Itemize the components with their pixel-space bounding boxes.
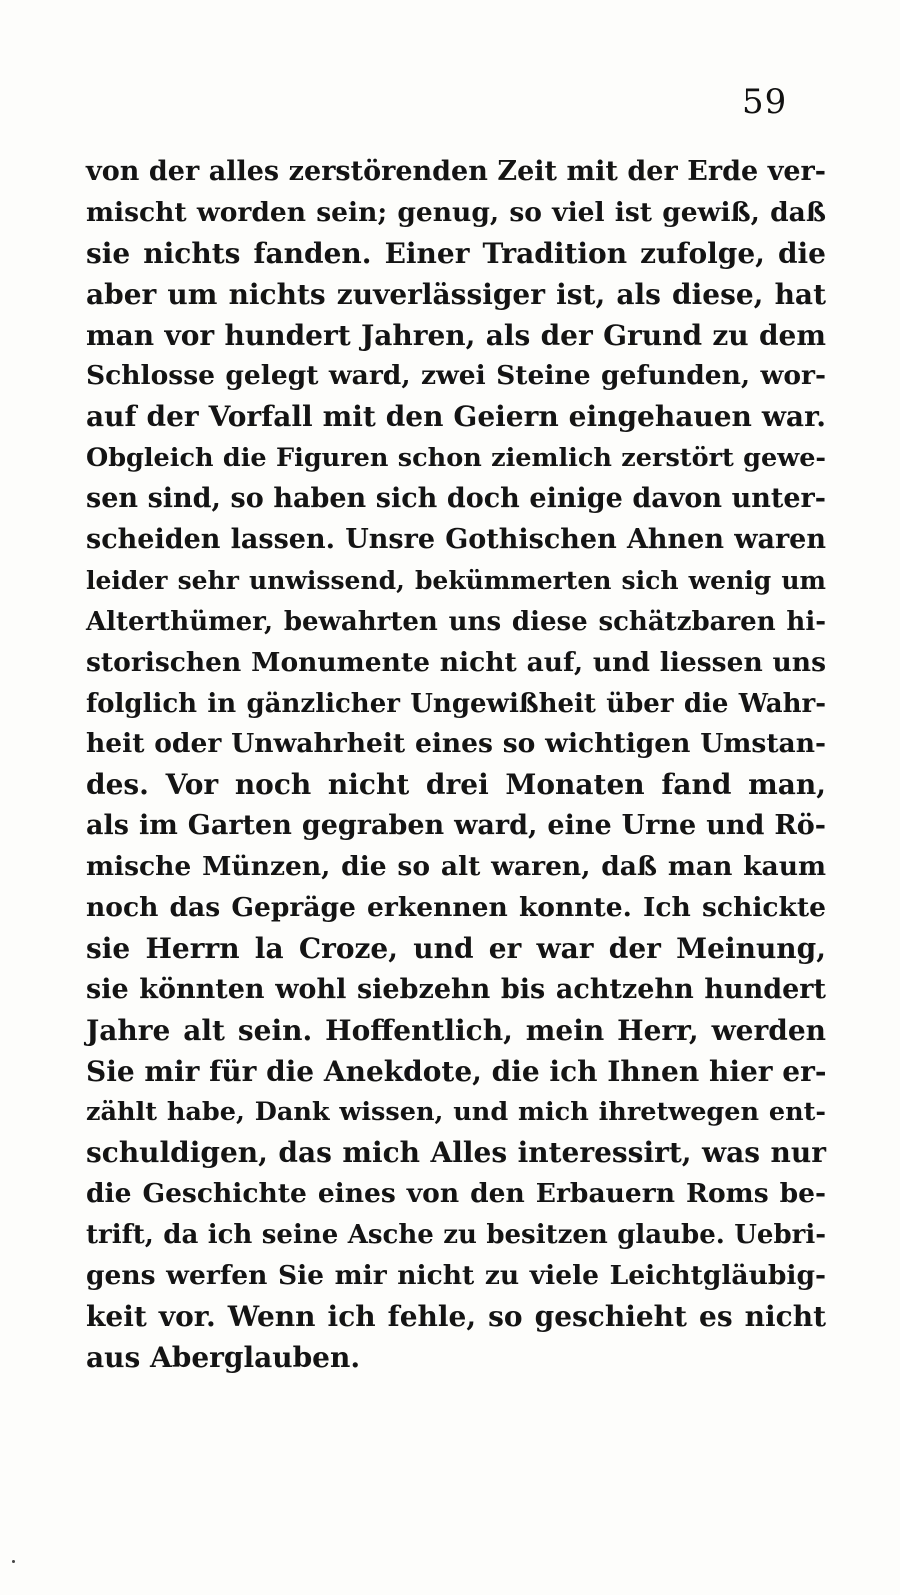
text-line: keit vor. Wenn ich fehle, so geschieht es nicht bbox=[86, 1299, 826, 1333]
text-line: gens werfen Sie mir nicht zu viele Leichtgläubig- bbox=[86, 1260, 826, 1292]
page-number: 59 bbox=[742, 82, 788, 122]
text-line: sie nichts fanden. Einer Tradition zufolge, die bbox=[86, 236, 826, 270]
text-line: storischen Monumente nicht auf, und liessen uns bbox=[86, 646, 826, 678]
text-line: zählt habe, Dank wissen, und mich ihretwegen ent- bbox=[86, 1097, 826, 1128]
text-line: schuldigen, das mich Alles interessirt, was nur bbox=[86, 1136, 826, 1170]
text-line: mischt worden sein; genug, so viel ist gewiß, daß bbox=[86, 196, 826, 228]
text-line: Schlosse gelegt ward, zwei Steine gefunden, wor- bbox=[86, 360, 826, 392]
text-line: sie Herrn la Croze, und er war der Meinung, bbox=[86, 931, 826, 965]
text-line: man vor hundert Jahren, als der Grund zu dem bbox=[86, 318, 826, 352]
text-line: folglich in gänzlicher Ungewißheit über die Wahr- bbox=[86, 688, 826, 719]
text-line: Obgleich die Figuren schon ziemlich zerstört gewe- bbox=[86, 443, 826, 474]
text-line: sen sind, so haben sich doch einige davon unter- bbox=[86, 483, 826, 515]
text-line: noch das Gepräge erkennen konnte. Ich schickte bbox=[86, 892, 826, 924]
text-line: mische Münzen, die so alt waren, daß man kaum bbox=[86, 851, 826, 883]
text-line: sie könnten wohl siebzehn bis achtzehn hundert bbox=[86, 973, 826, 1005]
text-line: aus Aberglauben. bbox=[86, 1340, 361, 1374]
text-line: auf der Vorfall mit den Geiern eingehauen war. bbox=[86, 400, 826, 434]
text-line: scheiden lassen. Unsre Gothischen Ahnen waren bbox=[86, 524, 826, 556]
text-line: von der alles zerstörenden Zeit mit der Erde ver- bbox=[86, 156, 826, 187]
text-line: als im Garten gegraben ward, eine Urne und Rö- bbox=[86, 810, 826, 842]
paper-speck bbox=[12, 1560, 15, 1563]
text-line: aber um nichts zuverlässiger ist, als diese, hat bbox=[86, 277, 826, 311]
text-line: Sie mir für die Anekdote, die ich Ihnen hier er- bbox=[86, 1054, 827, 1088]
text-line: leider sehr unwissend, bekümmerten sich wenig um bbox=[86, 565, 826, 595]
text-line: des. Vor noch nicht drei Monaten fand man, bbox=[86, 768, 826, 802]
text-line: Alterthümer, bewahrten uns diese schätzbaren hi- bbox=[86, 606, 826, 637]
body-text bbox=[86, 152, 826, 1379]
text-line: die Geschichte eines von den Erbauern Roms be- bbox=[86, 1178, 826, 1210]
text-line: Jahre alt sein. Hoffentlich, mein Herr, werden bbox=[86, 1013, 826, 1047]
text-line: trift, da ich seine Asche zu besitzen glaube. Uebri- bbox=[86, 1220, 826, 1251]
text-line: heit oder Unwahrheit eines so wichtigen Umstan- bbox=[86, 728, 826, 760]
